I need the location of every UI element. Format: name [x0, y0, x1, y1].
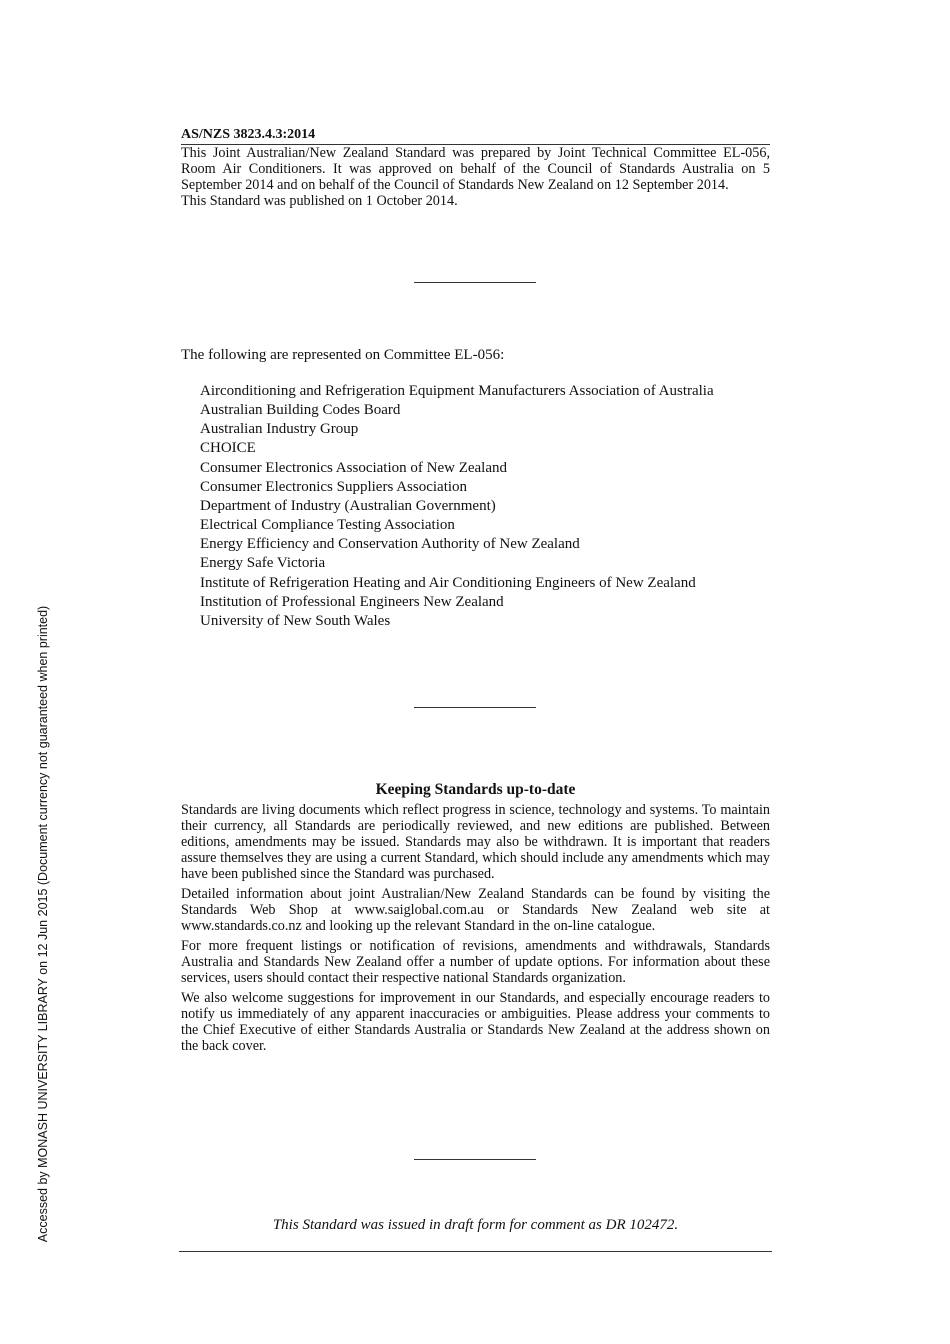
footer-rule: [179, 1251, 772, 1252]
section-divider: [414, 1159, 536, 1160]
access-watermark: Accessed by MONASH UNIVERSITY LIBRARY on 12 Jun 2015 (Document currency not guaranteed when printed): [36, 605, 50, 1243]
list-item: Consumer Electronics Suppliers Association: [200, 478, 468, 495]
standard-number: AS/NZS 3823.4.3:2014: [181, 127, 316, 142]
committee-intro: The following are represented on Committee EL-056:: [181, 347, 505, 363]
body-paragraph: We also welcome suggestions for improvement in our Standards, and especially encourage readers to notify us immediately of any apparent inaccuracies or ambiguities. Please address your comments to the Chief Executive of either Standards Australia or Standards New Zealand at the address shown on the back cover.: [181, 990, 770, 1054]
committee-member-list: [200, 382, 714, 631]
list-item: Institute of Refrigeration Heating and Air Conditioning Engineers of New Zealand: [200, 574, 696, 591]
keeping-standards-section: [181, 781, 770, 1058]
list-item: CHOICE: [200, 440, 256, 457]
body-paragraph: For more frequent listings or notification of revisions, amendments and withdrawals, Standards Australia and Standards New Zealand offer a number of update options. For information about these services, users should contact their respective national Standards organization.: [181, 938, 770, 986]
list-item: Australian Industry Group: [200, 421, 359, 438]
list-item: Department of Industry (Australian Government): [200, 497, 496, 514]
list-item: Australian Building Codes Board: [200, 402, 401, 419]
body-paragraph: Detailed information about joint Australian/New Zealand Standards can be found by visiting the Standards Web Shop at www.saiglobal.com.au or Standards New Zealand web site at www.standards.co.nz and looking up the relevant Standard in the on-line catalogue.: [181, 886, 770, 934]
published-date-paragraph: This Standard was published on 1 October 2014.: [181, 193, 458, 209]
standard-header: [181, 127, 770, 209]
list-item: Energy Efficiency and Conservation Authority of New Zealand: [200, 536, 580, 553]
section-divider: [414, 707, 536, 708]
draft-note: This Standard was issued in draft form for comment as DR 102472.: [272, 1217, 679, 1233]
section-heading: Keeping Standards up-to-date: [375, 781, 576, 798]
section-divider: [414, 282, 536, 283]
body-paragraph: Standards are living documents which reflect progress in science, technology and systems. To maintain their currency, all Standards are periodically reviewed, and new editions are published. Between editions, amendments may be issued. Standards may also be withdrawn. It is important that readers assure themselves they are using a current Standard, which should include any amendments which may have been published since the Standard was purchased.: [181, 802, 770, 882]
list-item: Electrical Compliance Testing Association: [200, 517, 455, 534]
preparation-paragraph: This Joint Australian/New Zealand Standard was prepared by Joint Technical Committee EL-056, Room Air Conditioners. It was approved on behalf of the Council of Standards Australia on 5 September 2014 and on behalf of the Council of Standards New Zealand on 12 September 2014.: [181, 145, 770, 193]
list-item: University of New South Wales: [200, 612, 391, 629]
list-item: Airconditioning and Refrigeration Equipment Manufacturers Association of Australia: [200, 383, 714, 399]
list-item: Consumer Electronics Association of New Zealand: [200, 459, 508, 476]
list-item: Energy Safe Victoria: [200, 555, 326, 572]
list-item: Institution of Professional Engineers New Zealand: [200, 593, 504, 610]
